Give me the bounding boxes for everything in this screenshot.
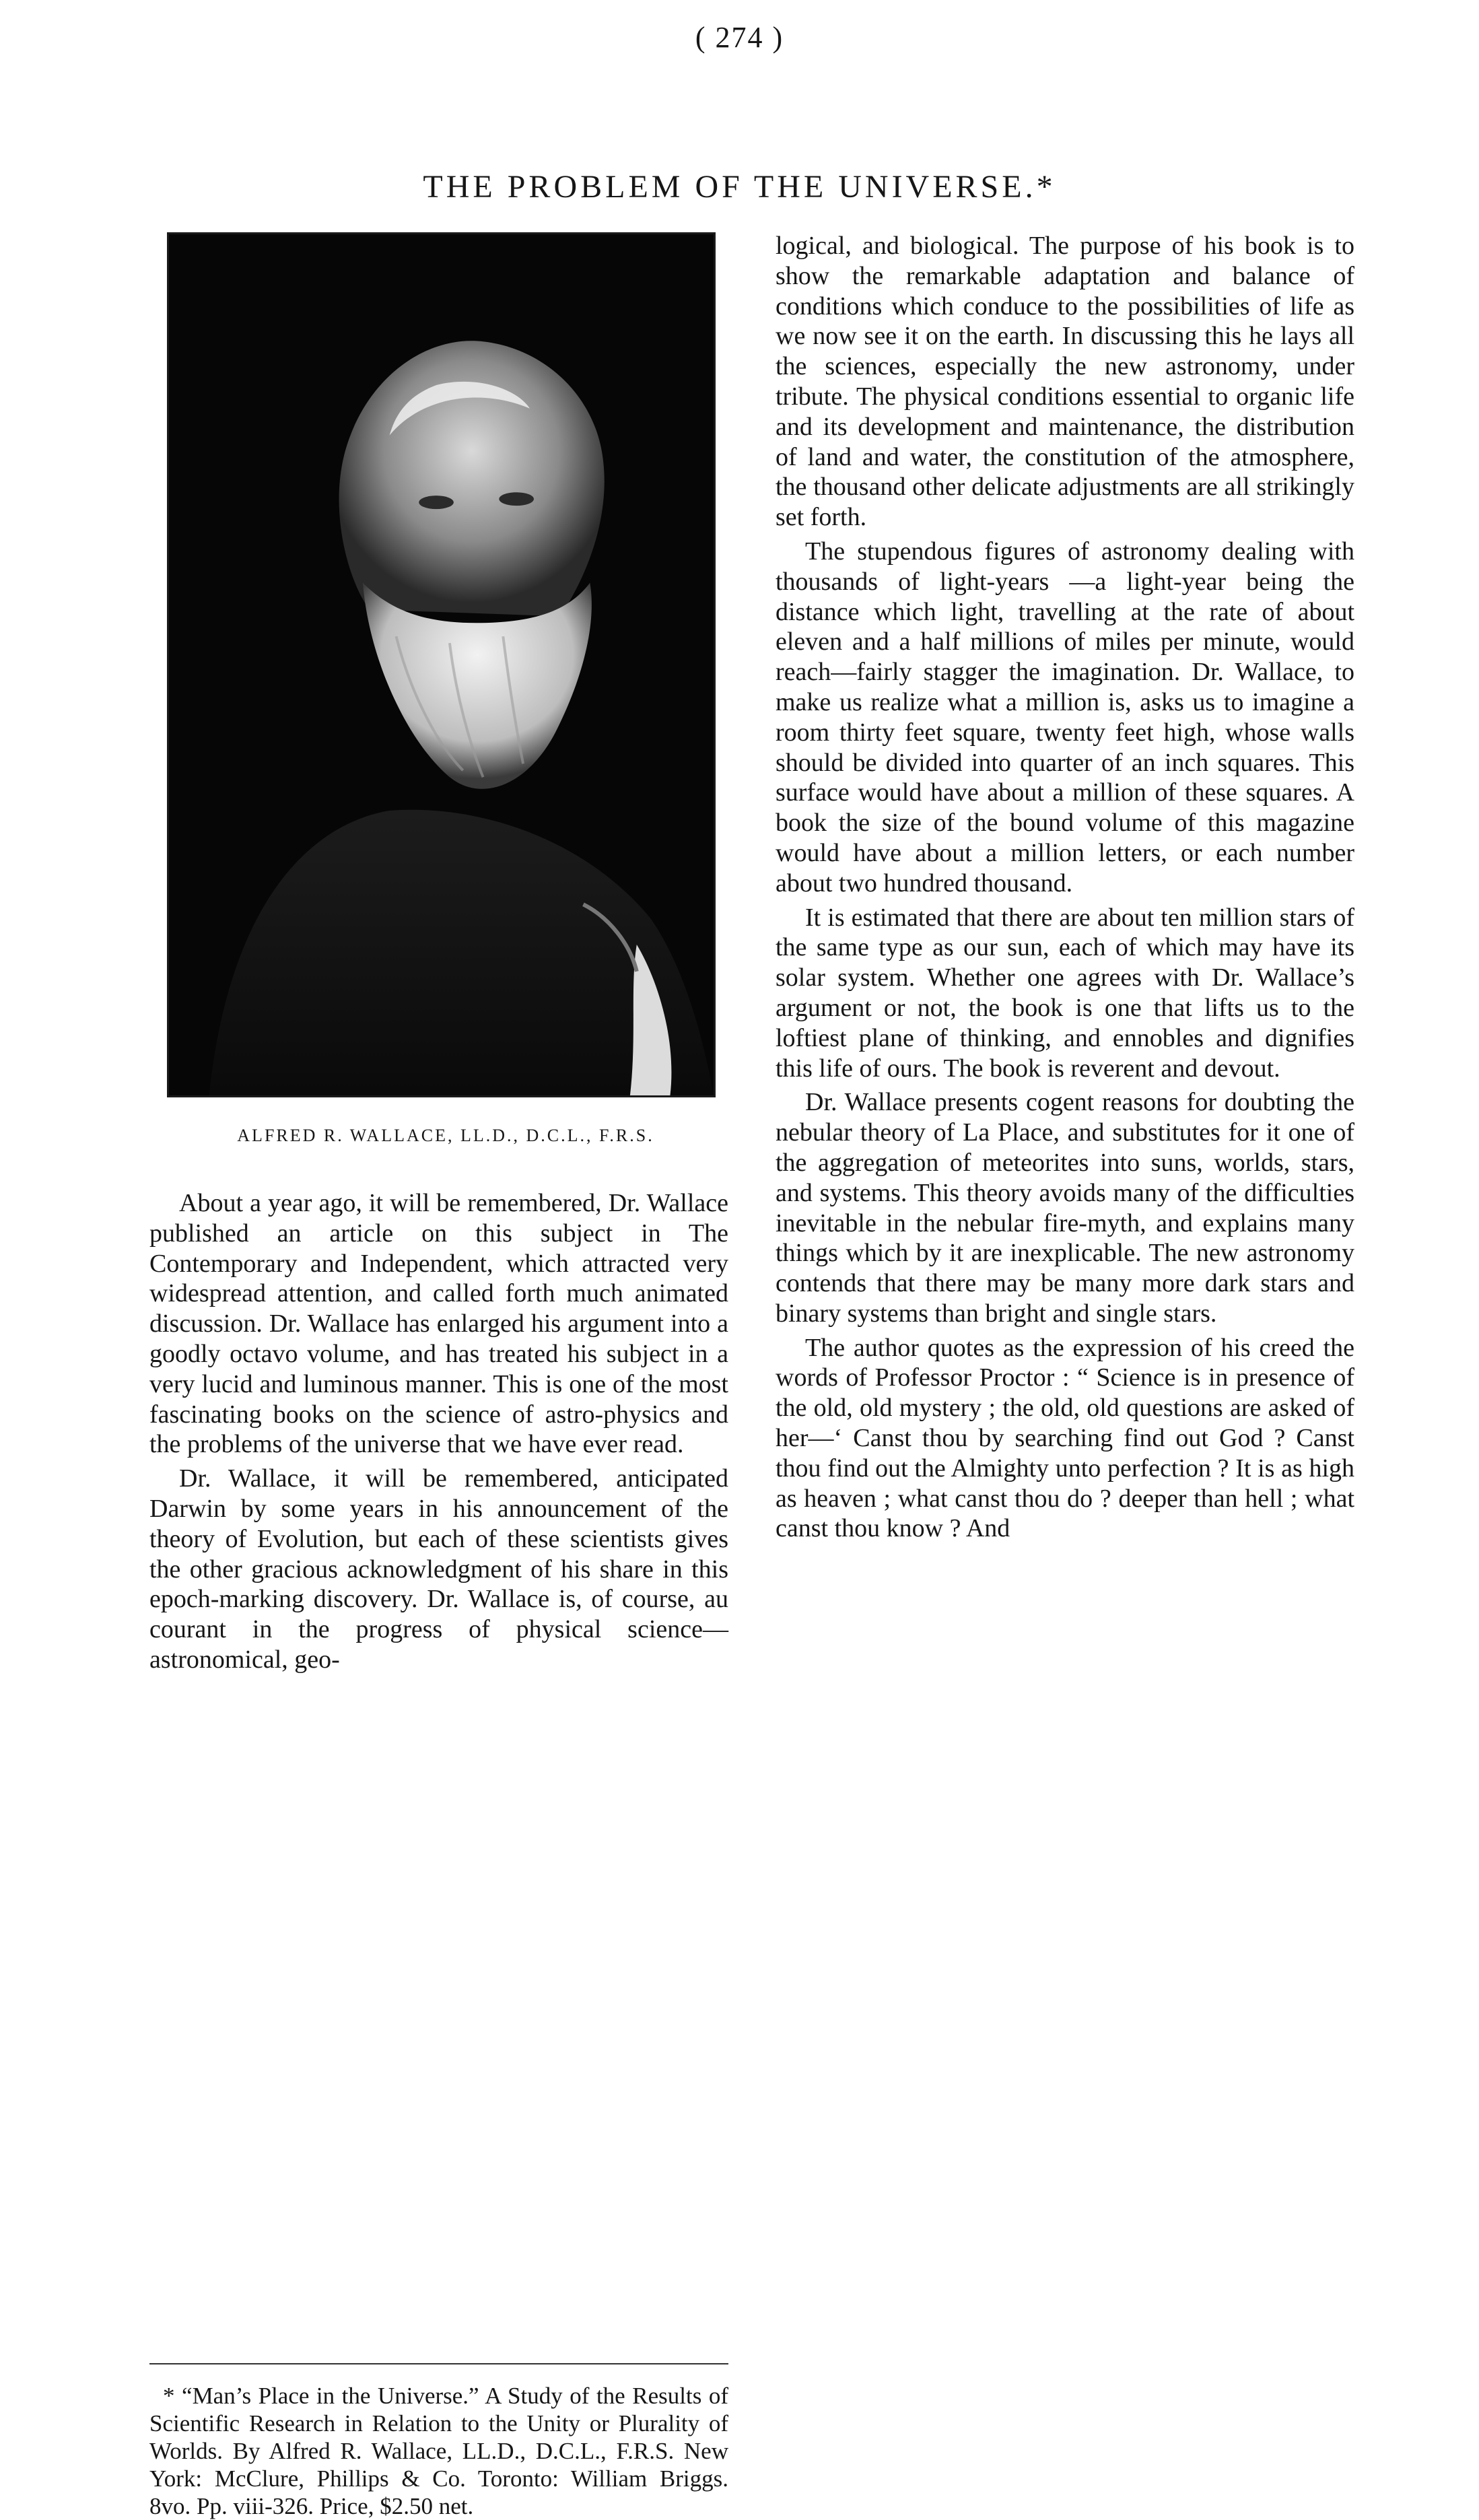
footnote-divider [149, 2363, 728, 2364]
article-title: THE PROBLEM OF THE UNIVERSE.* [423, 169, 1056, 205]
paragraph: The author quotes as the expression of his creed the words of Professor Proctor : “ Science is in presence of the old, old mystery ; the old, old questions are asked of her—‘ Canst thou by searching find out God ? Canst thou find out the Almighty unto perfection ? It is as high as heaven ; what canst thou do ? deeper than hell ; what canst thou know ? And [776, 1333, 1354, 1543]
paragraph: It is estimated that there are about ten million stars of the same type as our sun, each of which may have its solar system. Whether one agrees with Dr. Wallace’s argument or not, the book is one that lifts us to the loftiest plane of thinking, and ennobles and dignifies this life of ours. The book is reverent and devout. [776, 903, 1354, 1083]
page-number: ( 274 ) [695, 21, 784, 54]
paragraph: Dr. Wallace, it will be remembered, anticipated Darwin by some years in his announcement of the theory of Evolution, but each of these scientists gives the other gracious acknowledgment of his share in this epoch-marking discovery. Dr. Wallace is, of course, au courant in the progress of physical science—astronomical, geo- [149, 1464, 728, 1674]
left-column [149, 1188, 728, 1679]
right-column [776, 231, 1354, 1548]
paragraph: About a year ago, it will be remembered, Dr. Wallace published an article on this subject in The Contemporary and Independent, which attracted very widespread attention, and called forth much animated discussion. Dr. Wallace has enlarged his argument into a goodly octavo volume, and has treated his subject in a very lucid and luminous manner. This is one of the most fascinating books on the science of astro-physics and the problems of the universe that we have ever read. [149, 1189, 728, 1459]
paragraph: Dr. Wallace presents cogent reasons for doubting the nebular theory of La Place, and substitutes for it one of the aggregation of meteorites into suns, worlds, stars, and systems. This theory avoids many of the difficulties inevitable in the nebular fire-myth, and explains many things which by it are inexplicable. The new astronomy contends that there may be many more dark stars and binary systems than bright and single stars. [776, 1088, 1354, 1328]
footnote-text: * “Man’s Place in the Universe.” A Study of the Results of Scientific Research in Relation to the Unity or Plurality of Worlds. By Alfred R. Wallace, LL.D., D.C.L., F.R.S. New York: McClure, Phillips & Co. Toronto: William Briggs. 8vo. Pp. viii-326. Price, $2.50 net. [149, 2383, 728, 2519]
paragraph: logical, and biological. The purpose of his book is to show the remarkable adaptation and balance of conditions which conduce to the possibilities of life as we now see it on the earth. In discussing this he lays all the sciences, especially the new astronomy, under tribute. The physical conditions essential to organic life and its development and maintenance, the distribution of land and water, the constitution of the atmosphere, the thousand other delicate adjustments are all strikingly set forth. [776, 232, 1354, 532]
paragraph: The stupendous figures of astronomy dealing with thousands of light-years —a light-year being the distance which light, travelling at the rate of about eleven and a half millions of miles per minute, would reach—fairly stagger the imagination. Dr. Wallace, to make us realize what a million is, asks us to imagine a room thirty feet square, twenty feet high, whose walls should be divided into quarter of an inch squares. This surface would have about a million of these squares. A book the size of the bound volume of this magazine would have about a million letters, or each number about two hundred thousand. [776, 537, 1354, 897]
photo-caption: ALFRED R. WALLACE, LL.D., D.C.L., F.R.S. [237, 1126, 654, 1145]
portrait-image [169, 234, 714, 1095]
footnote [149, 2382, 728, 2520]
portrait-photo [167, 232, 716, 1097]
